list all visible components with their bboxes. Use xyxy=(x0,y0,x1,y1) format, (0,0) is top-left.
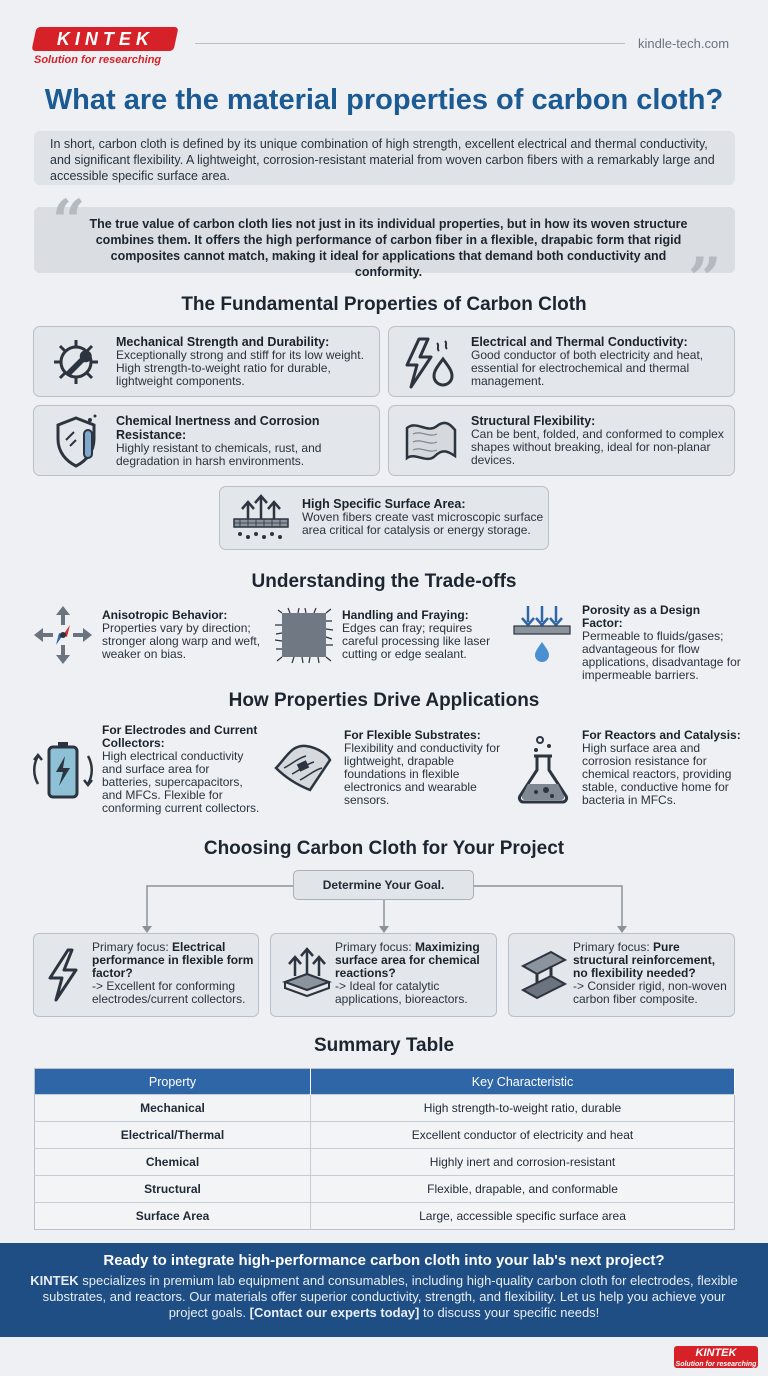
choice-card-electrical xyxy=(33,933,259,1017)
choice-focus: Maximizing surface area for chemical reactions? xyxy=(335,940,480,980)
card-body: Highly resistant to chemicals, rust, and degradation in harsh environments. xyxy=(116,441,322,468)
application-electrodes xyxy=(102,724,262,815)
choice-result: -> Ideal for catalytic applications, bioreactors. xyxy=(335,979,468,1006)
choice-result: -> Consider rigid, non-woven carbon fiber composite. xyxy=(573,979,727,1006)
summary-title: Summary Table xyxy=(313,1035,455,1056)
table-header-characteristic: Key Characteristic xyxy=(311,1069,735,1095)
property-card-surface-area xyxy=(219,486,549,550)
anisotropic-arrows-icon xyxy=(32,604,94,666)
card-title: Electrical and Thermal Conductivity: xyxy=(471,335,688,349)
card-title: Structural Flexibility: xyxy=(471,414,596,428)
page-title: What are the material properties of carbon cloth? xyxy=(44,84,724,116)
tradeoff-body: Properties vary by direction; stronger along warp and weft, weaker on bias. xyxy=(102,621,261,661)
application-body: High electrical conductivity and surface area for batteries, supercapacitors, and MFCs. Flexible for conforming current collectors. xyxy=(102,749,260,815)
cta-footer xyxy=(0,1243,768,1337)
table-cell-property: Structural xyxy=(35,1176,311,1203)
footer-text xyxy=(0,1273,768,1321)
card-body: Good conductor of both electricity and heat, essential for electrochemical and thermal management. xyxy=(471,348,704,388)
intro-text: In short, carbon cloth is defined by its unique combination of high strength, excellent electrical and thermal conductivity, and significant flexibility. A lightweight, corrosion-resistant material from woven carbon fibers with a remarkably large and accessible specific surface area. xyxy=(34,131,735,185)
shield-flask-icon xyxy=(48,412,104,472)
choice-focus: Pure structural reinforcement, no flexibility needed? xyxy=(573,940,716,980)
footer-body: specializes in premium lab equipment and consumables, including high-quality carbon cloth for electrodes, flexible substrates, and reactors. Our materials offer superior conductivity, strength, and flexibility. Let us help you achieve your project goals. xyxy=(42,1273,738,1320)
contact-link[interactable]: [Contact our experts today] xyxy=(249,1305,420,1320)
surface-area-icon xyxy=(230,493,292,543)
gear-wrench-icon xyxy=(48,334,104,390)
table-row xyxy=(35,1176,735,1203)
card-body: Woven fibers create vast microscopic surface area critical for catalysis or energy storage. xyxy=(302,510,544,537)
footer-body-end: to discuss your specific needs! xyxy=(419,1305,600,1320)
application-title: For Reactors and Catalysis: xyxy=(582,728,741,742)
tradeoff-title: Porosity as a Design Factor: xyxy=(582,603,701,630)
choice-result: -> Excellent for conforming electrodes/current collectors. xyxy=(92,979,246,1006)
tradeoff-porosity xyxy=(582,604,742,682)
cloth-icon xyxy=(401,418,461,466)
tradeoff-title: Anisotropic Behavior: xyxy=(102,608,228,622)
brand-tagline: Solution for researching xyxy=(34,54,162,66)
table-row xyxy=(35,1122,735,1149)
tradeoff-title: Handling and Fraying: xyxy=(342,608,469,622)
property-card-mechanical xyxy=(33,326,380,397)
table-row xyxy=(35,1149,735,1176)
property-card-chemical xyxy=(33,405,380,476)
table-cell-property: Electrical/Thermal xyxy=(35,1122,311,1149)
footer-logo[interactable] xyxy=(674,1346,758,1368)
application-body: Flexibility and conductivity for lightweight, drapable foundations in flexible electronics and wearable sensors. xyxy=(344,741,501,807)
property-card-conductivity xyxy=(388,326,735,397)
choice-prefix: Primary focus: xyxy=(92,940,173,954)
table-cell-property: Surface Area xyxy=(35,1203,311,1230)
application-body: High surface area and corrosion resistance for chemical reactors, providing stable, conductive home for bacteria in MFCs. xyxy=(582,741,732,807)
choice-prefix: Primary focus: xyxy=(335,940,416,954)
porosity-icon xyxy=(510,604,574,666)
surface-arrows-icon xyxy=(281,946,333,1002)
table-cell-characteristic: Excellent conductor of electricity and heat xyxy=(311,1122,735,1149)
choice-card-structural xyxy=(508,933,735,1017)
card-body: Exceptionally strong and stiff for its low weight. High strength-to-weight ratio for durable, lightweight components. xyxy=(116,348,364,388)
brand-name: KINTEK xyxy=(56,28,154,49)
header-divider xyxy=(195,43,625,44)
steel-beam-icon xyxy=(517,948,571,1002)
footer-heading: Ready to integrate high-performance carbon cloth into your lab's next project? xyxy=(103,1252,665,1269)
battery-icon xyxy=(30,738,96,802)
table-cell-property: Mechanical xyxy=(35,1095,311,1122)
table-cell-characteristic: Highly inert and corrosion-resistant xyxy=(311,1149,735,1176)
site-link[interactable]: kindle-tech.com xyxy=(638,36,730,51)
property-card-flexibility xyxy=(388,405,735,476)
footer-logo-brand: KINTEK xyxy=(695,1347,737,1359)
open-quote-icon: “ xyxy=(52,187,86,255)
tradeoff-body: Permeable to fluids/gases; advantageous for flow applications, disadvantage for impermeable barriers. xyxy=(582,629,741,682)
quote-block xyxy=(34,207,735,279)
application-title: For Electrodes and Current Collectors: xyxy=(102,723,258,750)
application-reactors xyxy=(582,729,742,807)
applications-title: How Properties Drive Applications xyxy=(228,690,540,711)
choice-prefix: Primary focus: xyxy=(573,940,654,954)
table-header-property: Property xyxy=(35,1069,311,1095)
application-title: For Flexible Substrates: xyxy=(344,728,481,742)
tradeoff-anisotropic xyxy=(102,609,272,661)
flask-icon xyxy=(512,734,574,806)
lightning-icon xyxy=(46,948,80,1002)
table-cell-property: Chemical xyxy=(35,1149,311,1176)
lightning-drop-icon xyxy=(403,337,459,389)
choosing-title: Choosing Carbon Cloth for Your Project xyxy=(203,838,565,859)
footer-brand: KINTEK xyxy=(30,1273,79,1288)
card-body: Can be bent, folded, and conformed to complex shapes without breaking, ideal for non-planar devices. xyxy=(471,427,724,467)
fundamentals-title: The Fundamental Properties of Carbon Cloth xyxy=(181,294,587,315)
card-title: High Specific Surface Area: xyxy=(302,497,466,511)
application-substrates xyxy=(344,729,509,807)
table-cell-characteristic: Large, accessible specific surface area xyxy=(311,1203,735,1230)
summary-table xyxy=(34,1068,735,1230)
tradeoff-fraying xyxy=(342,609,507,661)
table-row xyxy=(35,1203,735,1230)
tradeoff-body: Edges can fray; requires careful processing like laser cutting or edge sealant. xyxy=(342,621,491,661)
table-row xyxy=(35,1095,735,1122)
brand-logo[interactable] xyxy=(31,27,178,51)
table-cell-characteristic: Flexible, drapable, and conformable xyxy=(311,1176,735,1203)
card-title: Chemical Inertness and Corrosion Resistance: xyxy=(116,414,320,442)
close-quote-icon: ” xyxy=(688,245,722,313)
footer-logo-tagline: Solution for researching xyxy=(675,1361,757,1368)
goal-box: Determine Your Goal. xyxy=(293,870,474,900)
choice-card-surface xyxy=(270,933,497,1017)
quote-text: The true value of carbon cloth lies not just in its individual properties, but in how its woven structure combines them. It offers the high performance of carbon fiber in a flexible, drapabic form that rigid composites cannot match, making it ideal for applications that demand both conductivity and conformity. xyxy=(89,217,688,279)
card-title: Mechanical Strength and Durability: xyxy=(116,335,330,349)
frayed-cloth-icon xyxy=(272,605,336,665)
tradeoffs-title: Understanding the Trade-offs xyxy=(251,571,517,592)
table-cell-characteristic: High strength-to-weight ratio, durable xyxy=(311,1095,735,1122)
flexible-circuit-icon xyxy=(270,738,336,796)
choice-focus: Electrical performance in flexible form factor? xyxy=(92,940,254,980)
